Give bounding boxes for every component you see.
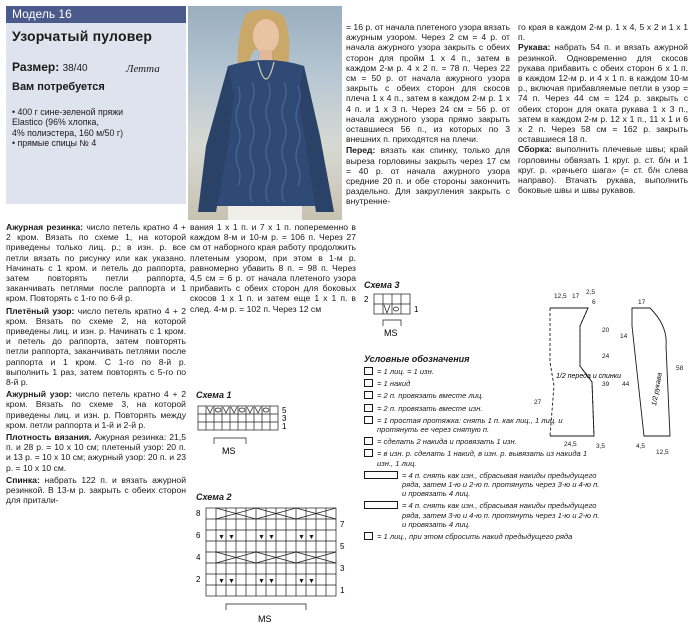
svg-text:▼: ▼ [298, 534, 305, 541]
pattern-diagram [520, 286, 690, 463]
section-heading: Плотность вязания. [6, 432, 92, 443]
scheme-2 [196, 492, 352, 636]
dim-label: 17 [638, 299, 646, 306]
pattern-diagram-svg [520, 286, 690, 458]
skpo-icon [364, 416, 373, 424]
dim-label: 12,5 [554, 293, 567, 300]
instructions-column-3 [346, 22, 510, 207]
scheme-2-grid [196, 506, 352, 632]
scheme-3-row-label: 1 [414, 305, 419, 314]
scheme-2-row-label: 7 [340, 520, 345, 529]
scheme-3 [364, 280, 434, 347]
dim-label: 24,5 [564, 441, 577, 448]
svg-text:▼: ▼ [218, 534, 225, 541]
legend-item: = 1 лиц., при этом сбросить накид предыдущего ряда [364, 532, 600, 541]
yo-purl-icon [364, 449, 373, 457]
legend-item: = 1 простая протяжка: снять 1 п. как лиц., 1 лиц. и протянуть ее через снятую п. [364, 416, 600, 434]
page-title: Узорчатый пуловер [12, 28, 153, 44]
dim-label: 17 [572, 293, 580, 300]
dim-label: 4,5 [636, 443, 646, 450]
legend-item: = 4 п. снять как изн., сбрасывая накиды предыдущего ряда, затем 1-ю и 2-ю п. протянуть через 3-ю и 4-ю п. и провязать 4 лиц. [364, 471, 600, 499]
svg-text:▼: ▼ [308, 534, 315, 541]
scheme-1-row-label: 3 [282, 414, 287, 423]
scheme-1 [196, 390, 306, 469]
section-text: число петель кратно 4 + 2 кром. Вязать по схеме 2, на которой приведены лиц. и изн. р. Начинать с 1 кром. и петель до раппорта, затем повторять петли раппорта, заканчивать петлями после раппорта и 1 кром. С 1-го по 8-й р. выполнить 1 раз, затем повторять с 5-го по 8-й р. [6, 305, 186, 388]
yarn-over-icon [364, 379, 373, 387]
legend-item: = 2 п. провязать вместе изн. [364, 404, 600, 413]
scheme-1-ms: MS [222, 446, 236, 456]
instructions-column-1 [6, 222, 186, 505]
section-text: вязать как спинку, только для выреза горловины закрыть через 17 см = 40 р. от начала ажурного узора средние 20 п. и обе стороны закончить раздельно. Для закругления закрыть с внутренне- [346, 145, 510, 207]
front-back-label: 1/2 переда и спинки [556, 373, 621, 380]
cable-right-icon [364, 471, 398, 479]
scheme-3-title: Схема 3 [364, 280, 400, 290]
legend-item: = 1 накид [364, 379, 600, 388]
dim-label: 44 [622, 381, 630, 388]
brand-logo: Летта [126, 63, 160, 75]
legend-item: = сделать 2 накида и провязать 1 изн. [364, 437, 600, 446]
materials-item: • 400 г сине-зеленой пряжи [12, 107, 124, 117]
p2tog-icon [364, 404, 373, 412]
section-text: набрать 54 п. и вязать ажурной резинкой. Одновременно для скосов рукава прибавить с обеих сторон 6 х 1 п. в каждом 12-м р. и 4 х 1 п. в каждом 10-м р., включая прибавляемые петли в узор = 74 п. Через 44 см = 124 р. закрыть с обеих сторон для оката рукава 1 х 3 п., затем в каждом 2-м р. 12 х 1 п., 11 х 1 и 6 х 2 п. Через 58 см = 162 р. закрыть оставшиеся 18 п. [518, 42, 688, 145]
svg-text:▼: ▼ [218, 578, 225, 585]
section-heading: Рукава: [518, 42, 551, 53]
svg-text:▼: ▼ [268, 534, 275, 541]
section-text: вания 1 х 1 п. и 7 х 1 п. попеременно в каждом 8-м и 10-м р. = 106 п. Через 27 см от наборного края работу продолжить плетеным узором, при этом в 1-м р. равномерно убавить 8 п. = 98 п. Через 4,5 см = 6 р. от начала плетеного узора прибавить с обеих сторон для боковых скосов 1 х 1 п. и затем еще 1 х 1 п. в след. 4-м р. = 102 п. Через 12 см [190, 222, 356, 314]
model-photo [188, 6, 342, 220]
scheme-3-ms: MS [384, 328, 398, 338]
size-row [12, 60, 88, 74]
section-heading: Сборка: [518, 144, 552, 155]
drop-yo-icon [364, 532, 373, 540]
double-yo-icon [364, 437, 373, 445]
scheme-2-row-label: 5 [340, 542, 345, 551]
dim-label: 14 [620, 333, 628, 340]
scheme-2-row-label: 8 [196, 509, 201, 518]
materials-title: Вам потребуется [12, 81, 105, 93]
dim-label: 58 [676, 365, 684, 372]
model-photo-illustration [188, 6, 342, 220]
legend-item: = 2 п. провязать вместе лиц. [364, 391, 600, 400]
dim-label: 27 [534, 399, 542, 406]
svg-text:▼: ▼ [268, 578, 275, 585]
scheme-1-grid [196, 404, 306, 464]
section-heading: Плетёный узор: [6, 305, 75, 316]
size-label: Размер: [12, 60, 60, 74]
legend-item: = 4 п. снять как изн., сбрасывая накиды предыдущего ряда, затем 3-ю и 4-ю п. протянуть через 1-ю и 2-ю п. и провязать 4 лиц. [364, 501, 600, 529]
materials-item: Elastico (96% хлопка, [12, 117, 99, 128]
section-text: набрать 122 п. и вязать ажурной резинкой. В 13-м р. закрыть с обеих сторон для притали- [6, 474, 186, 506]
materials-item: 4% полиэстера, 160 м/50 г) [12, 127, 124, 138]
section-text: го края в каждом 2-м р. 1 х 4, 5 х 2 и 1 х 1 п. [518, 22, 688, 43]
svg-text:▼: ▼ [308, 578, 315, 585]
svg-text:▼: ▼ [298, 578, 305, 585]
svg-text:▼: ▼ [228, 578, 235, 585]
scheme-2-row-label: 3 [340, 564, 345, 573]
scheme-2-row-label: 6 [196, 531, 201, 540]
section-heading: Ажурная резинка: [6, 222, 84, 232]
k2tog-icon [364, 391, 373, 399]
section-heading: Ажурный узор: [6, 389, 72, 400]
scheme-2-row-label: 4 [196, 553, 201, 562]
section-text: число петель кратно 4 + 2 кром. Вязать по схеме 1, на которой приведены только лиц. р.; в изн. р. все петли вязать по рисунку или как указано. Начинать с 1 кром. и петель до раппорта, затем повторять петли раппорта, заканчивать петлями после раппорта и 1 кром. Повторять с 1-го по 6-й р. [6, 222, 186, 304]
scheme-2-row-label: 1 [340, 586, 345, 595]
section-text: число петель кратно 4 + 2 кром. Вязать по схеме 3, на которой приведены лиц. и изн. р. Повторять между кром. петли раппорта и 1-й и 2-й р. [6, 389, 187, 430]
instructions-column-4 [518, 22, 688, 195]
section-text: выполнить плечевые швы; край горловины обвязать 1 круг. р. ст. б/н и 1 круг. р. «рачьего шага» (= ст. б/н слева направо). Втачать рукава, выполнить боковые швы и швы рукавов. [518, 144, 688, 196]
dim-label: 3,5 [596, 443, 606, 450]
legend-item: = в изн. р. сделать 1 накид, в изн. р. вывязать из накида 1 изн., 1 лиц. [364, 449, 600, 467]
scheme-1-row-label: 5 [282, 406, 287, 415]
scheme-1-row-label: 1 [282, 422, 287, 431]
size-value: 38/40 [62, 63, 88, 74]
scheme-2-title: Схема 2 [196, 492, 232, 502]
dim-label: 2,5 [586, 289, 596, 296]
knit-stitch-icon [364, 367, 373, 375]
legend-title: Условные обозначения [364, 354, 470, 364]
svg-text:▼: ▼ [258, 578, 265, 585]
section-heading: Перед: [346, 145, 376, 156]
scheme-1-title: Схема 1 [196, 390, 232, 400]
dim-label: 39 [602, 381, 610, 388]
materials-item: • прямые спицы № 4 [12, 138, 97, 149]
scheme-3-grid [364, 292, 434, 342]
dim-label: 20 [602, 327, 610, 334]
header-panel [6, 6, 186, 204]
sleeve-label: 1/2 рукава [651, 372, 664, 407]
instructions-column-2 [190, 222, 356, 314]
legend-item: = 1 лиц. = 1 изн. [364, 367, 600, 376]
dim-label: 6 [592, 299, 596, 306]
materials-list [12, 107, 184, 149]
cable-left-icon [364, 501, 398, 509]
section-text: = 16 р. от начала плетеного узора вязать ажурным узором. Через 2 см = 4 р. от начала ажурного узора закрыть с обеих сторон для пройм 1 х 4 п., затем в каждом 2-м р. 4 х 2 п. = 78 п. Через 22 см = 50 р. от начала ажурного узора закрыть с обеих сторон для скосов плеча 1 х 4 п., затем в каждом 2-м р. 1 х 4 п. и 1 х 3 п. Через 24 см = 56 р. от начала ажурного узора прямо закрыть оставшиеся 56 п., из которых по 3 внешних п. приходятся на плечи. [346, 22, 510, 145]
scheme-2-row-label: 2 [196, 575, 201, 584]
scheme-3-row-label: 2 [364, 295, 369, 304]
section-text: Ажурная резинка: 21,5 п. и 28 р. = 10 х 10 см; плетеный узор: 20 п. и 13 р. = 10 х 10 см; ажурный узор: 20 п. и 23 р. = 10 х 10 см. [6, 432, 186, 473]
dim-label: 12,5 [656, 449, 669, 456]
dim-label: 24 [602, 353, 610, 360]
section-heading: Спинка: [6, 474, 40, 485]
svg-text:▼: ▼ [228, 534, 235, 541]
scheme-2-ms: MS [258, 614, 272, 624]
model-number: Модель 16 [6, 6, 186, 23]
svg-text:▼: ▼ [258, 534, 265, 541]
